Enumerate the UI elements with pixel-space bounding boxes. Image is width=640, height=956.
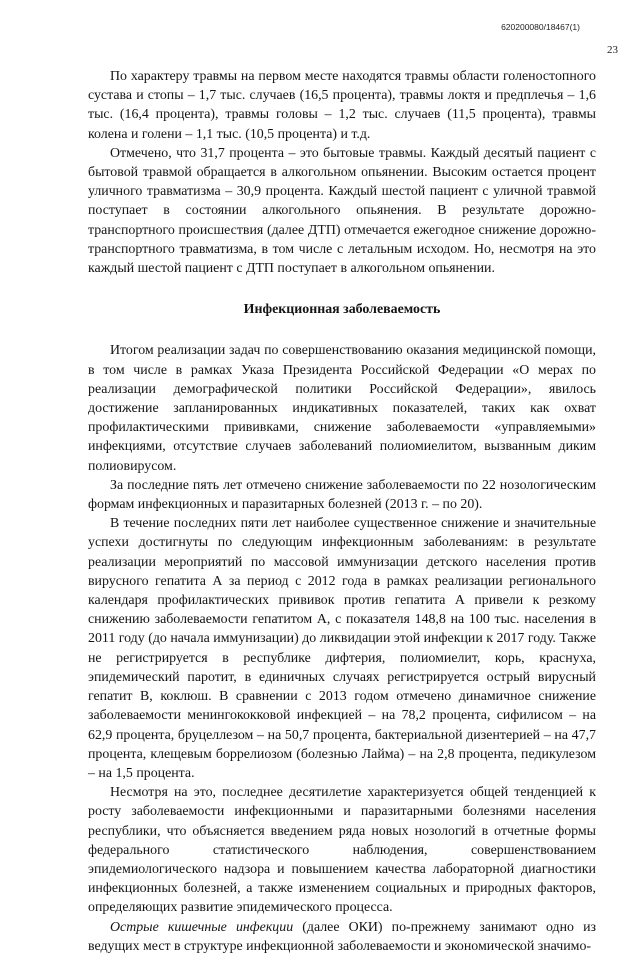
paragraph-intestinal-infections bbox=[88, 918, 596, 956]
section-heading: Инфекционная заболеваемость bbox=[243, 302, 441, 318]
document-id: 620200080/18467(1) bbox=[501, 22, 580, 32]
document-body bbox=[88, 67, 596, 956]
paragraph-achievements: В течение последних пяти лет наиболее существенное снижение и значительные успехи достигнуты по следующим инфекционным заболеваниям: в результате реализации мероприятий по массовой иммунизации детского населения против вирусного гепатита А за период с 2012 года в рамках реализации регионального календаря профилактических прививок против гепатита А привели к резкому снижению заболеваемости гепатитом А, с показателя 148,8 на 100 тыс. населения в 2011 году (до начала иммунизации) до ликвидации этой инфекции к 2017 году. Также не регистрируется в республике дифтерия, полиомиелит, корь, краснуха, эпидемический паротит, в единичных случаях регистрируется острый вирусный гепатит В, коклюш. В сравнении с 2013 годом отмечено динамичное снижение заболеваемости менингококковой инфекцией – на 78,2 процента, сифилисом – на 62,9 процента, бруцеллезом – на 50,7 процента, бактериальной дизентерией – на 47,7 процента, клещевым боррелиозом (болезнью Лайма) – на 2,8 процента, педикулезом – на 1,5 процента. bbox=[88, 516, 596, 781]
paragraph-trend: Несмотря на это, последнее десятилетие характеризуется общей тенденцией к росту заболеваемости инфекционными и паразитарными болезнями населения республики, что объясняется введением ряда новых нозологий в отчетные формы федерального статистического наблюдения, совершенствованием эпидемиологического надзора и повышением качества лабораторной диагностики инфекционных болезней, а также изменением социальных и природных факторов, определяющих развитие эпидемического процесса. bbox=[88, 785, 596, 916]
paragraph-injury-types: По характеру травмы на первом месте находятся травмы области голеностопного сустава и стопы – 1,7 тыс. случаев (16,5 процента), травмы локтя и предплечья – 1,6 тыс. (16,4 процента), травмы головы – 1,2 тыс. случаев (11,5 процента), травмы колена и голени – 1,1 тыс. (10,5 процента) и т.д. bbox=[88, 69, 596, 142]
page-number: 23 bbox=[607, 44, 618, 56]
paragraph-domestic-injuries: Отмечено, что 31,7 процента – это бытовые травмы. Каждый десятый пациент с бытовой травмой обращается в алкогольном опьянении. Высоким остается процент уличного травматизма – 30,9 процента. Каждый шестой пациент с уличной травмой поступает в состоянии алкогольного опьянения. В результате дорожно-транспортного происшествия (далее ДТП) отмечается ежегодное снижение дорожно-транспортного травматизма, в том числе с летальным исходом. Но, несмотря на это каждый шестой пациент с ДТП поступает в алкогольном опьянении. bbox=[88, 145, 596, 277]
italic-term: Острые кишечные инфекции bbox=[110, 919, 294, 935]
paragraph-continuation: (далее ОКИ) по-прежнему занимают одно из ведущих мест в структуре инфекционной заболеваемости и экономической значимо- bbox=[88, 919, 596, 954]
paragraph-results: Итогом реализации задач по совершенствованию оказания медицинской помощи, в том числе в рамках Указа Президента Российской Федерации «О мерах по реализации демографической политики Российской Федерации», явилось достижение запланированных индикативных показателей, таких как охват профилактическими прививками, снижение заболеваемости «управляемыми» инфекциями, отсутствие случаев заболеваний полиомиелитом, вызванным диким полиовирусом. bbox=[88, 343, 596, 474]
paragraph-five-years: За последние пять лет отмечено снижение заболеваемости по 22 нозологическим формам инфекционных и паразитарных болезней (2013 г. – по 20). bbox=[88, 477, 596, 513]
